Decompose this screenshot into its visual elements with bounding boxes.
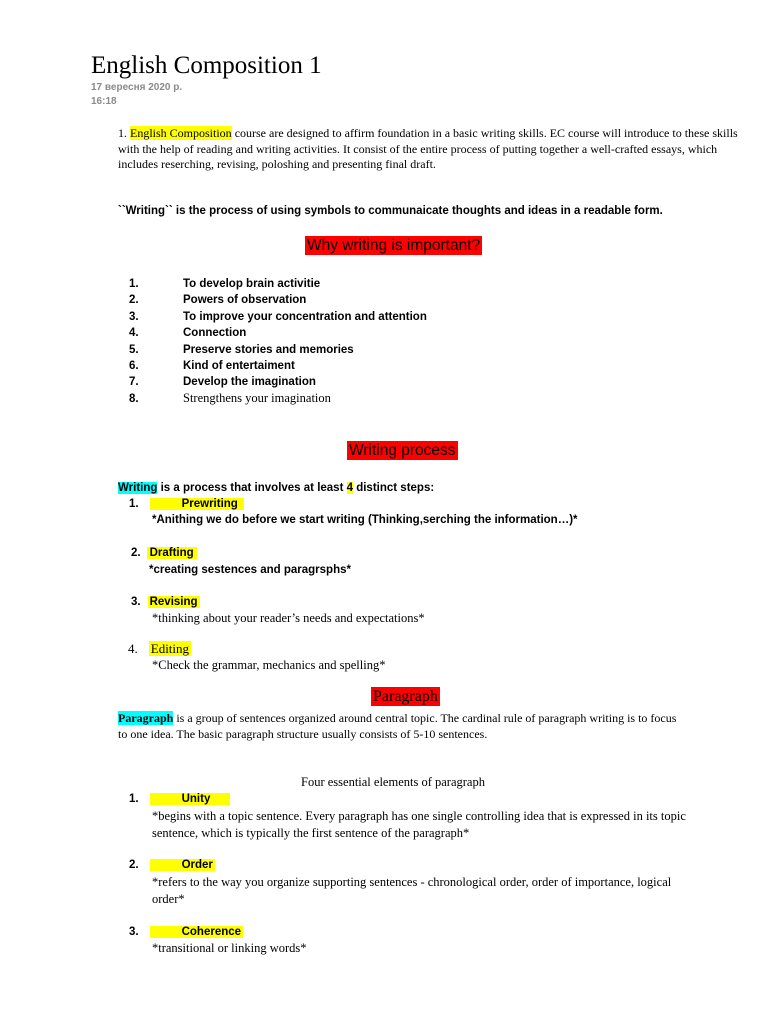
intro-highlight: English Composition [130, 126, 232, 140]
note-date: 17 вересня 2020 р. [91, 82, 183, 93]
step-3-desc: *thinking about your reader’s needs and expectations* [152, 611, 425, 625]
process-heading: Writing process [349, 442, 456, 459]
element-label: Order [150, 859, 215, 871]
step-number: 4. [128, 641, 138, 656]
step-number: 3. [131, 596, 141, 608]
element-1-desc: *begins with a topic sentence. Every paragraph has one single controlling idea that is expressed in its topic sentence, which is typically the first sentence of the paragraph* [152, 809, 686, 840]
process-intro-number: 4 [346, 482, 354, 494]
element-2 [129, 857, 215, 874]
paragraph-heading-wrap [371, 688, 440, 706]
step-label: Prewriting [150, 498, 244, 510]
element-3 [129, 924, 243, 941]
why-heading-wrap [305, 237, 482, 255]
step-4-desc: *Check the grammar, mechanics and spelling* [152, 658, 386, 672]
element-number: 3. [129, 926, 139, 938]
element-number: 1. [129, 793, 139, 805]
paragraph-lead: Paragraph [118, 711, 174, 725]
element-label: Unity [150, 793, 231, 805]
step-label: Revising [149, 596, 198, 608]
element-1 [129, 791, 230, 808]
intro-number: 1. [118, 126, 130, 140]
element-2-desc: *refers to the way you organize supporting sentences - chronological order, order of importance, logical order* [152, 875, 672, 906]
process-intro: Writing is a process that involves at least 4 distinct steps: [118, 482, 435, 494]
step-label: Editing [150, 641, 190, 656]
step-1-desc: *Anithing we do before we start writing (Thinking,serching the information…)* [152, 514, 578, 526]
step-number: 1. [129, 498, 139, 510]
element-number: 2. [129, 859, 139, 871]
elements-subheading: Four essential elements of paragraph [301, 775, 485, 789]
step-number: 2. [131, 547, 141, 559]
step-1 [129, 496, 244, 513]
note-time: 16:18 [91, 96, 117, 107]
process-heading-wrap [347, 442, 458, 460]
element-label: Coherence [150, 926, 243, 938]
element-3-desc: *transitional or linking words* [152, 941, 307, 955]
writing-definition: ``Writing`` is the process of using symbols to communaicate thoughts and ideas in a readable form. [118, 205, 663, 217]
step-3 [131, 594, 200, 611]
step-label: Drafting [147, 547, 197, 559]
step-2 [131, 545, 197, 562]
step-4 [128, 641, 191, 657]
why-list: 1. To develop brain activitie 2. Powers of observation 3. To improve your concentration and attention 4. Connection 5. Preserve stories and memories 6. Kind of entertaiment 7. Develop the imagination 8. Strengthens your imagination [129, 278, 427, 405]
process-intro-word: Writing [118, 482, 158, 494]
page-title: English Composition 1 [91, 52, 322, 79]
paragraph-heading: Paragraph [373, 688, 438, 705]
step-2-desc: *creating sestences and paragrsphs* [149, 564, 351, 576]
why-heading: Why writing is important? [307, 237, 481, 254]
intro-paragraph [118, 126, 743, 173]
paragraph-definition: Paragraph is a group of sentences organized around central topic. The cardinal rule of paragraph writing is to focus to one idea. The basic paragraph structure usually consists of 5-10 sentences. [118, 711, 677, 741]
intro-text: course are designed to affirm foundation in a basic writing skills. EC course will introduce to these skills with the help of reading and writing activities. It consist of the entire process of putting together a well-crafted essays, which includes reserching, revising, poloshing and presenting final draft. [118, 126, 738, 171]
